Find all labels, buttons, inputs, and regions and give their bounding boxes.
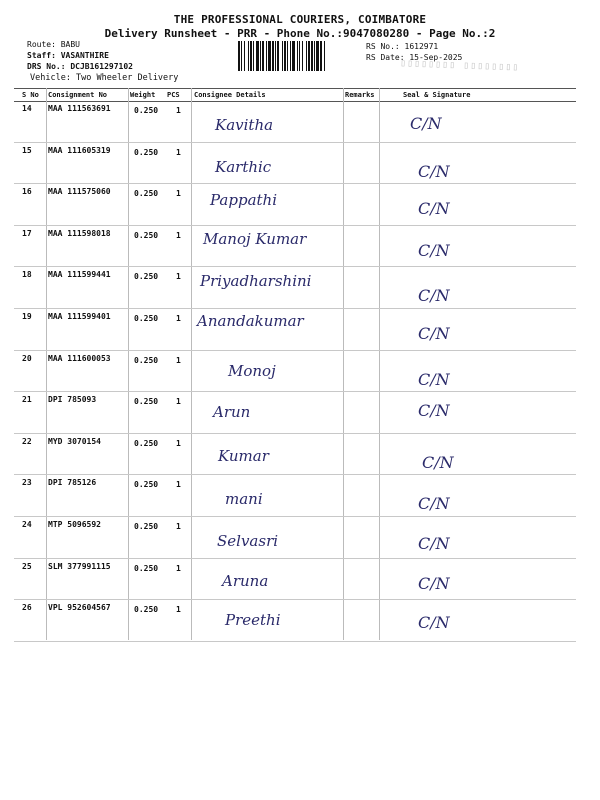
seal-signature-mark: C/N bbox=[418, 534, 450, 553]
table-row bbox=[14, 100, 576, 143]
consignment-number: SLM 377991115 bbox=[48, 561, 111, 571]
seal-signature-mark: C/N bbox=[418, 369, 450, 389]
table-row bbox=[14, 391, 576, 434]
consignee-handwritten-name: Selvasri bbox=[217, 532, 279, 550]
weight-value: 0.250 bbox=[134, 314, 159, 323]
consignee-handwritten-name: Kavitha bbox=[215, 116, 274, 134]
serial-number: 14 bbox=[22, 104, 32, 113]
weight-value: 0.250 bbox=[134, 230, 159, 240]
consignee-handwritten-name: Preethi bbox=[225, 611, 281, 630]
pieces-count: 1 bbox=[176, 189, 181, 199]
consignment-number: MYD 3070154 bbox=[48, 436, 101, 446]
consignee-handwritten-name: Aruna bbox=[222, 571, 269, 590]
consignment-number: MAA 111599441 bbox=[48, 270, 111, 280]
consignee-handwritten-name: Monoj bbox=[228, 361, 276, 380]
table-row bbox=[14, 516, 576, 559]
seal-signature-mark: C/N bbox=[410, 114, 442, 133]
serial-number: 21 bbox=[22, 395, 32, 405]
table-row bbox=[14, 599, 576, 642]
serial-number: 19 bbox=[22, 312, 32, 321]
weight-value: 0.250 bbox=[134, 397, 159, 407]
col-pcs: PCS bbox=[167, 91, 180, 99]
pieces-count: 1 bbox=[176, 355, 181, 365]
runsheet-subtitle: Delivery Runsheet - PRR - Phone No.:9047080280 - Page No.:2 bbox=[104, 27, 496, 40]
weight-value: 0.250 bbox=[134, 522, 159, 531]
consignment-number: MAA 111563691 bbox=[48, 104, 111, 113]
pieces-count: 1 bbox=[176, 397, 181, 407]
weight-value: 0.250 bbox=[134, 147, 159, 157]
col-weight: Weight bbox=[130, 91, 156, 99]
weight-value: 0.250 bbox=[134, 272, 159, 282]
staff-label: Staff: VASANTHIRE bbox=[27, 51, 109, 60]
pieces-count: 1 bbox=[176, 272, 181, 282]
table-row bbox=[14, 433, 576, 476]
weight-value: 0.250 bbox=[134, 106, 159, 115]
consignment-number: MTP 5096592 bbox=[48, 520, 101, 529]
consignee-handwritten-name: mani bbox=[225, 490, 263, 509]
pieces-count: 1 bbox=[176, 522, 181, 531]
table-row bbox=[14, 183, 576, 226]
serial-number: 17 bbox=[22, 228, 32, 238]
pieces-count: 1 bbox=[176, 605, 181, 615]
serial-number: 16 bbox=[22, 187, 32, 197]
seal-signature-mark: C/N bbox=[422, 452, 454, 472]
consignment-number: MAA 111600053 bbox=[48, 353, 111, 363]
table-row bbox=[14, 350, 576, 393]
consignee-handwritten-name: Arun bbox=[213, 403, 251, 422]
barcode bbox=[238, 41, 360, 71]
col-remarks: Remarks bbox=[345, 91, 375, 99]
seal-signature-mark: C/N bbox=[418, 494, 450, 514]
seal-signature-mark: C/N bbox=[418, 573, 450, 593]
company-title: THE PROFESSIONAL COURIERS, COIMBATORE bbox=[173, 13, 427, 26]
pieces-count: 1 bbox=[176, 438, 181, 448]
route-label: Route: BABU bbox=[27, 40, 80, 49]
consignment-number: VPL 952604567 bbox=[48, 603, 111, 613]
serial-number: 18 bbox=[22, 270, 32, 280]
seal-signature-mark: C/N bbox=[418, 613, 450, 633]
seal-signature-mark: C/N bbox=[418, 240, 450, 260]
consignment-number: MAA 111599401 bbox=[48, 312, 111, 321]
col-seal-signature: Seal & Signature bbox=[403, 91, 471, 99]
vehicle-label: Vehicle: Two Wheeler Delivery bbox=[30, 73, 179, 83]
col-sno: S No bbox=[22, 91, 39, 99]
drs-label: DRS No.: DCJB161297102 bbox=[27, 62, 133, 71]
pieces-count: 1 bbox=[176, 147, 181, 157]
serial-number: 23 bbox=[22, 478, 32, 488]
consignment-number: MAA 111598018 bbox=[48, 228, 111, 238]
serial-number: 26 bbox=[22, 603, 32, 613]
faded-stamp: ▯▯▯▯▯▯▯▯ ▯▯▯▯▯▯▯▯ bbox=[399, 57, 520, 74]
weight-value: 0.250 bbox=[134, 480, 159, 490]
serial-number: 25 bbox=[22, 561, 32, 571]
table-row bbox=[14, 474, 576, 517]
rs-date: RS Date: 15-Sep-2025 bbox=[366, 53, 463, 62]
barcode-bar bbox=[325, 41, 326, 71]
pieces-count: 1 bbox=[176, 314, 181, 323]
consignee-handwritten-name: Pappathi bbox=[210, 191, 277, 210]
consignment-number: MAA 111575060 bbox=[48, 187, 111, 197]
weight-value: 0.250 bbox=[134, 438, 159, 448]
seal-signature-mark: C/N bbox=[418, 286, 450, 306]
serial-number: 15 bbox=[22, 145, 32, 155]
consignee-handwritten-name: Anandakumar bbox=[197, 312, 304, 330]
seal-signature-mark: C/N bbox=[418, 199, 450, 219]
serial-number: 22 bbox=[22, 436, 32, 446]
table-row bbox=[14, 558, 576, 601]
weight-value: 0.250 bbox=[134, 605, 159, 615]
consignee-handwritten-name: Kumar bbox=[218, 446, 269, 465]
consignee-handwritten-name: Priyadharshini bbox=[200, 272, 312, 291]
consignee-handwritten-name: Manoj Kumar bbox=[203, 229, 307, 248]
seal-signature-mark: C/N bbox=[418, 324, 450, 343]
pieces-count: 1 bbox=[176, 106, 181, 115]
table-row bbox=[14, 142, 576, 185]
consignment-number: DPI 785093 bbox=[48, 395, 97, 405]
serial-number: 20 bbox=[22, 353, 32, 363]
col-consignee-details: Consignee Details bbox=[194, 91, 266, 99]
serial-number: 24 bbox=[22, 520, 32, 529]
pieces-count: 1 bbox=[176, 230, 181, 240]
pieces-count: 1 bbox=[176, 480, 181, 490]
weight-value: 0.250 bbox=[134, 355, 159, 365]
consignee-handwritten-name: Karthic bbox=[215, 157, 272, 176]
rs-number: RS No.: 1612971 bbox=[366, 42, 439, 51]
seal-signature-mark: C/N bbox=[418, 401, 450, 421]
weight-value: 0.250 bbox=[134, 563, 159, 573]
col-consignment: Consignment No bbox=[48, 91, 108, 99]
seal-signature-mark: C/N bbox=[418, 161, 450, 181]
consignment-number: MAA 111605319 bbox=[48, 145, 111, 155]
weight-value: 0.250 bbox=[134, 189, 159, 199]
consignment-number: DPI 785126 bbox=[48, 478, 97, 488]
pieces-count: 1 bbox=[176, 563, 181, 573]
